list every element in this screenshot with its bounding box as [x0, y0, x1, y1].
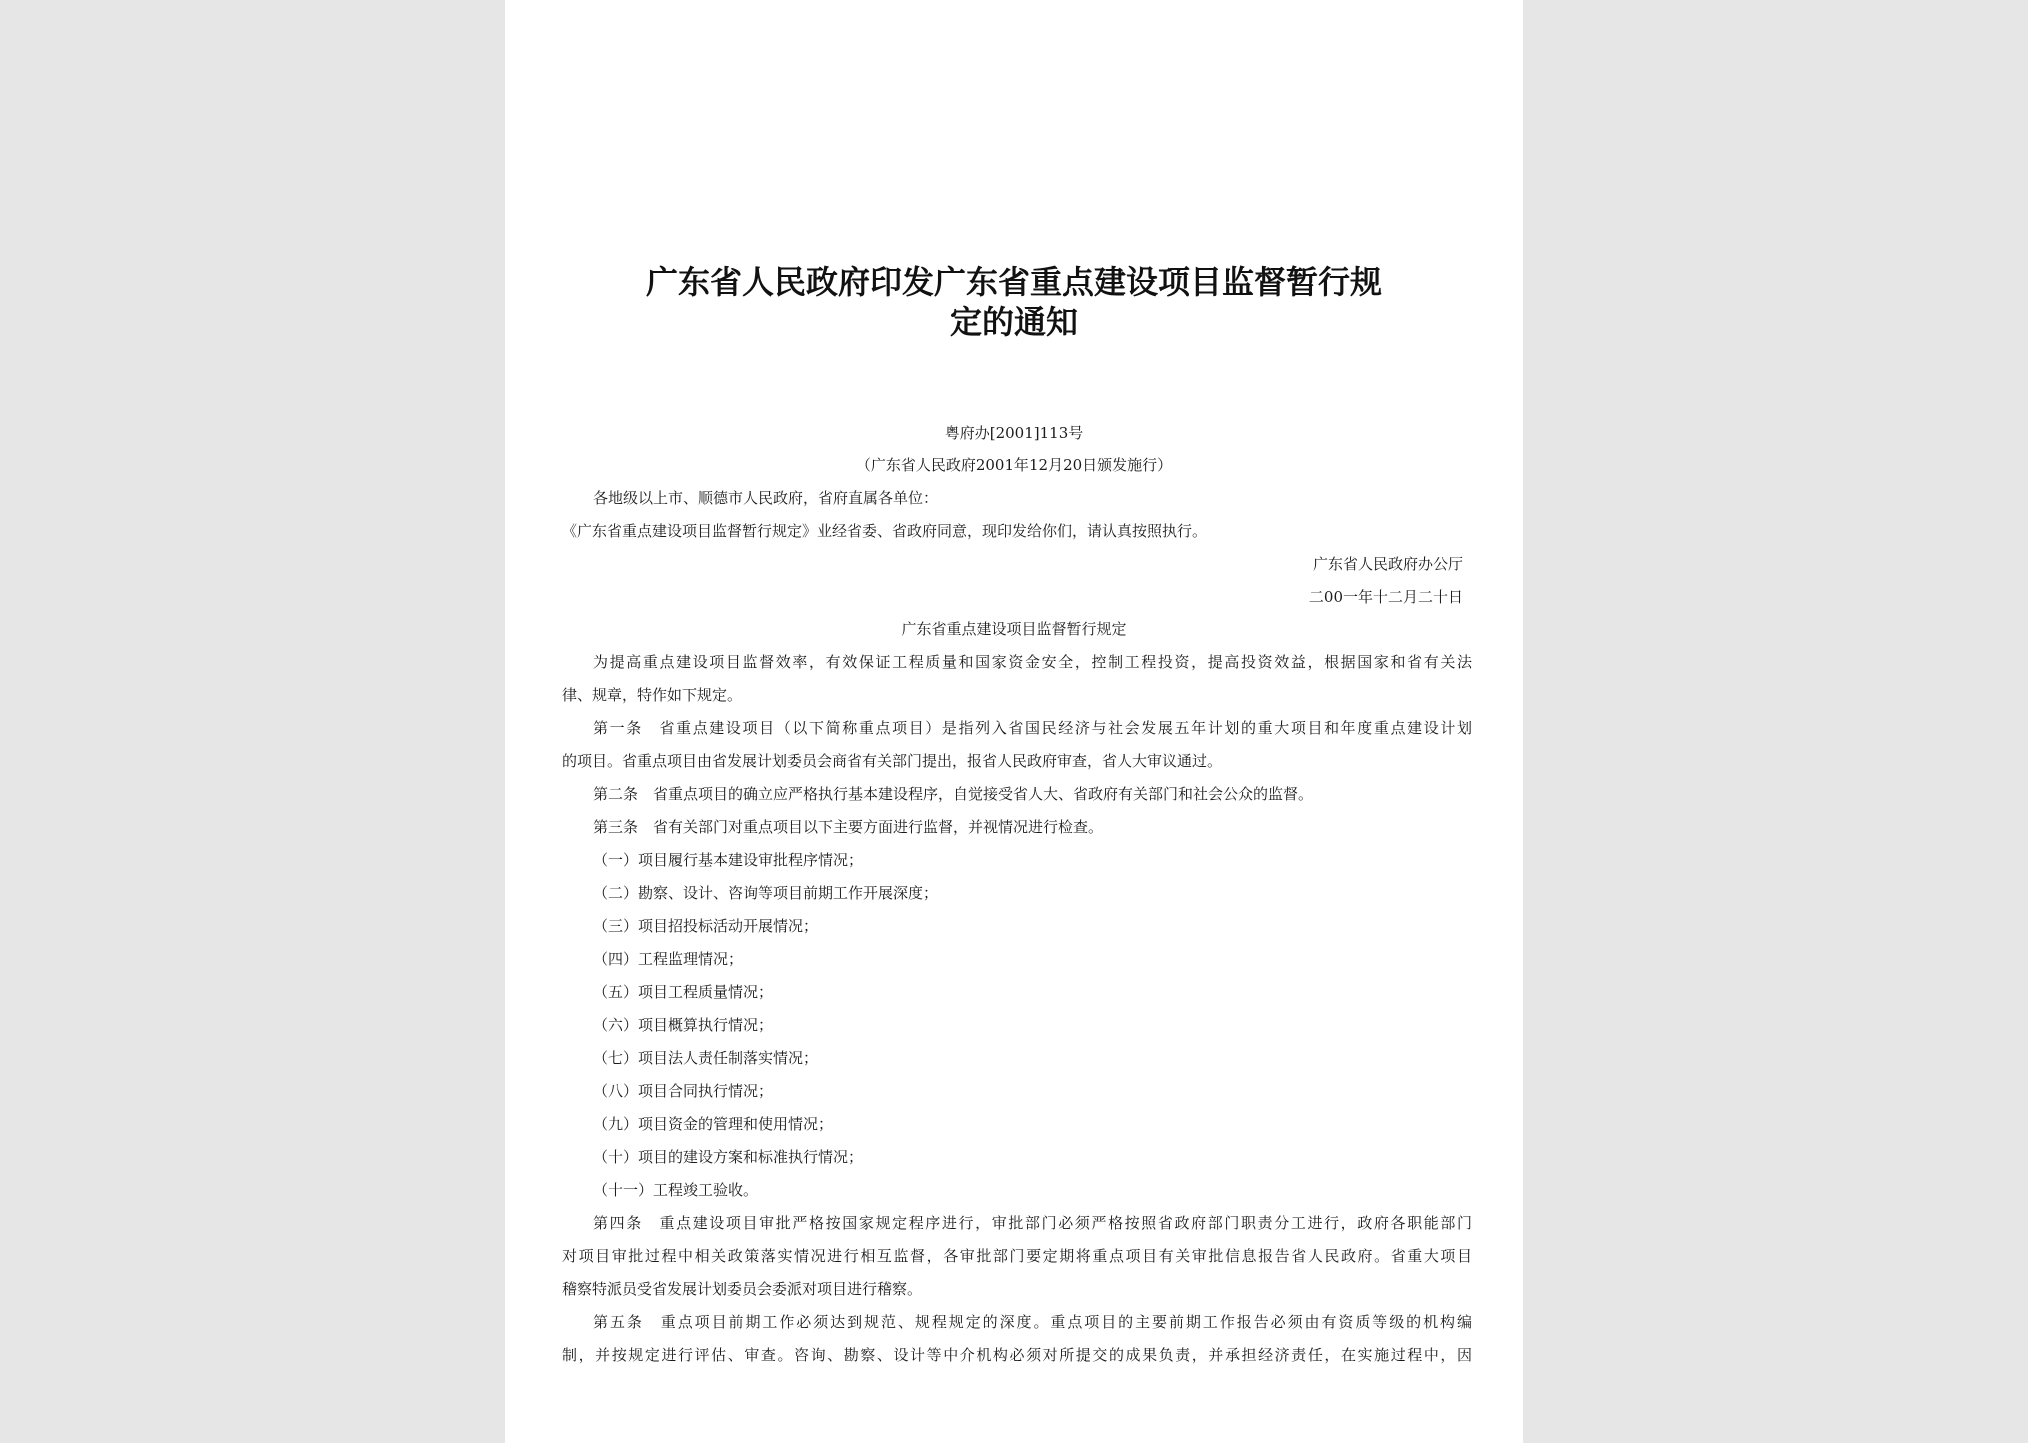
list-item: （三）项目招投标活动开展情况； [593, 917, 819, 935]
preamble-line-1: 为提高重点建设项目监督效率，有效保证工程质量和国家资金安全，控制工程投资，提高投资效益，根据国家和省有关法 [593, 653, 1472, 671]
article-4-line-2: 对项目审批过程中相关政策落实情况进行相互监督，各审批部门要定期将重点项目有关审批信息报告省人民政府。省重大项目 [562, 1247, 1472, 1265]
signature-date: 二00一年十二月二十日 [1308, 588, 1463, 606]
document-title-line-2: 定的通知 [949, 303, 1078, 341]
list-item: （四）工程监理情况； [593, 950, 744, 968]
article-2: 第二条 省重点项目的确立应严格执行基本建设程序，自觉接受省人大、省政府有关部门和社会公众的监督。 [593, 785, 1314, 803]
signature-org: 广东省人民政府办公厅 [1312, 555, 1463, 573]
article-5-line-1: 第五条 重点项目前期工作必须达到规范、规程规定的深度。重点项目的主要前期工作报告必须由有资质等级的机构编 [593, 1313, 1472, 1331]
article-3: 第三条 省有关部门对重点项目以下主要方面进行监督，并视情况进行检查。 [593, 818, 1104, 836]
article-4-line-1: 第四条 重点建设项目审批严格按国家规定程序进行，审批部门必须严格按照省政府部门职责分工进行，政府各职能部门 [593, 1214, 1472, 1232]
list-item: （六）项目概算执行情况； [593, 1016, 774, 1034]
document-title-line-1: 广东省人民政府印发广东省重点建设项目监督暂行规 [645, 263, 1382, 301]
addressee: 各地级以上市、顺德市人民政府，省府直属各单位： [593, 489, 939, 507]
list-item: （九）项目资金的管理和使用情况； [593, 1115, 834, 1133]
document-title [505, 262, 1523, 342]
document-page [505, 0, 1523, 1443]
list-item: （七）项目法人责任制落实情况； [593, 1049, 819, 1067]
article-1-line-2: 的项目。省重点项目由省发展计划委员会商省有关部门提出，报省人民政府审查，省人大审议通过。 [562, 752, 1223, 770]
regulation-title: 广东省重点建设项目监督暂行规定 [901, 620, 1127, 638]
article-1-line-1: 第一条 省重点建设项目（以下简称重点项目）是指列入省国民经济与社会发展五年计划的重大项目和年度重点建设计划 [593, 719, 1472, 737]
list-item: （十一）工程竣工验收。 [593, 1181, 759, 1199]
intro-paragraph: 《广东省重点建设项目监督暂行规定》业经省委、省政府同意，现印发给你们，请认真按照执行。 [562, 522, 1208, 540]
list-item: （八）项目合同执行情况； [593, 1082, 774, 1100]
article-4-line-3: 稽察特派员受省发展计划委员会委派对项目进行稽察。 [562, 1280, 923, 1298]
list-item: （十）项目的建设方案和标准执行情况； [593, 1148, 864, 1166]
preamble-line-2: 律、规章，特作如下规定。 [562, 686, 743, 704]
issue-note: （广东省人民政府2001年12月20日颁发施行） [855, 456, 1173, 474]
document-number: 粤府办[2001]113号 [944, 424, 1084, 442]
article-5-line-2: 制，并按规定进行评估、审查。咨询、勘察、设计等中介机构必须对所提交的成果负责，并承担经济责任，在实施过程中，因 [562, 1346, 1472, 1364]
list-item: （五）项目工程质量情况； [593, 983, 774, 1001]
list-item: （一）项目履行基本建设审批程序情况； [593, 851, 864, 869]
list-item: （二）勘察、设计、咨询等项目前期工作开展深度； [593, 884, 939, 902]
